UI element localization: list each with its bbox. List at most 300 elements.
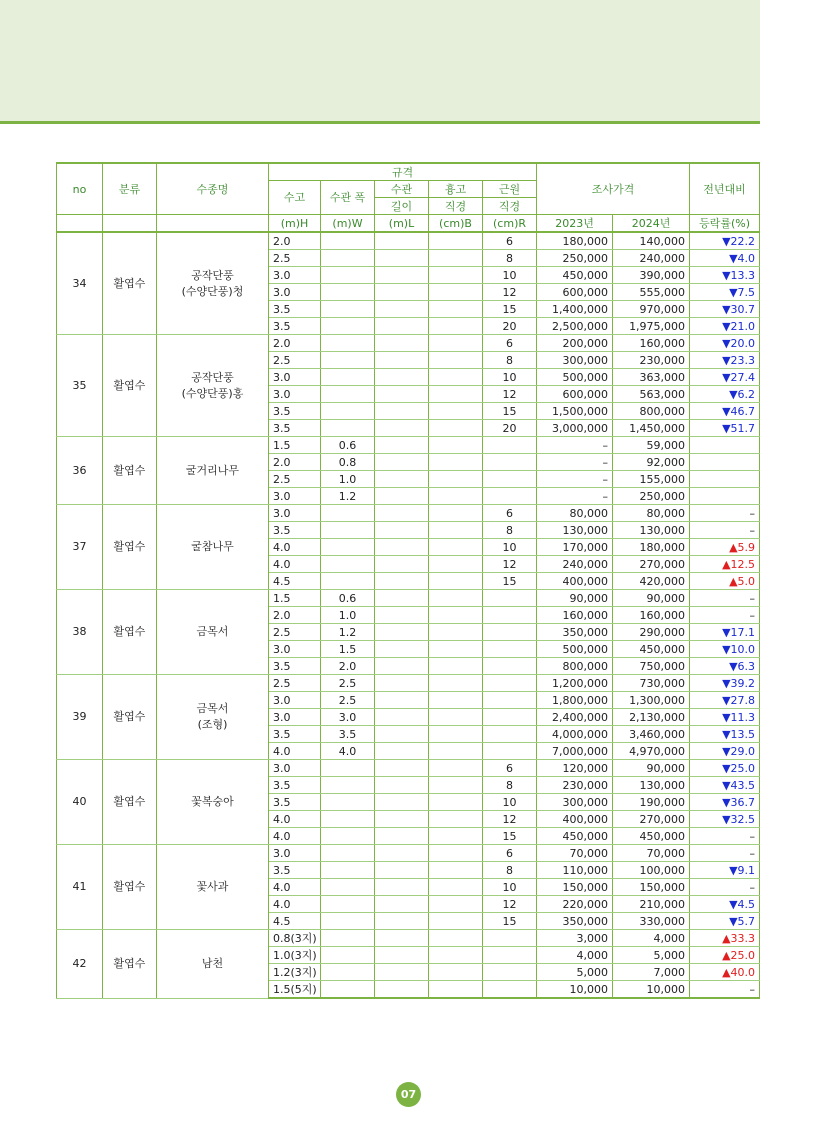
cell-root-diameter: 20 bbox=[483, 420, 537, 437]
cell-price-2024: 1,300,000 bbox=[613, 692, 690, 709]
cell-crown-width bbox=[321, 318, 375, 335]
cell-change-rate: ▼36.7 bbox=[690, 794, 760, 811]
cell-price-2024: 2,130,000 bbox=[613, 709, 690, 726]
cell-crown-length bbox=[375, 301, 429, 318]
cell-change-rate: ▼25.0 bbox=[690, 760, 760, 777]
cell-breast-diameter bbox=[429, 692, 483, 709]
cell-price-2023: 3,000 bbox=[537, 930, 613, 947]
cell-crown-width bbox=[321, 862, 375, 879]
cell-root-diameter: 8 bbox=[483, 352, 537, 369]
cell-price-2023: 250,000 bbox=[537, 250, 613, 267]
cell-crown-length bbox=[375, 624, 429, 641]
unit-blank bbox=[157, 215, 269, 233]
cell-breast-diameter bbox=[429, 913, 483, 930]
cell-breast-diameter bbox=[429, 301, 483, 318]
cell-breast-diameter bbox=[429, 675, 483, 692]
cell-height: 2.5 bbox=[269, 250, 321, 267]
cell-crown-width bbox=[321, 556, 375, 573]
cell-breast-diameter bbox=[429, 862, 483, 879]
cell-root-diameter bbox=[483, 692, 537, 709]
row-no: 42 bbox=[57, 930, 103, 999]
cell-root-diameter bbox=[483, 590, 537, 607]
cell-height: 4.0 bbox=[269, 896, 321, 913]
cell-crown-width bbox=[321, 284, 375, 301]
cell-change-rate: ▼27.8 bbox=[690, 692, 760, 709]
cell-price-2023: 70,000 bbox=[537, 845, 613, 862]
cell-height: 4.5 bbox=[269, 573, 321, 590]
cell-breast-diameter bbox=[429, 794, 483, 811]
cell-breast-diameter bbox=[429, 539, 483, 556]
cell-crown-width bbox=[321, 420, 375, 437]
cell-height: 1.0(3지) bbox=[269, 947, 321, 964]
cell-height: 3.5 bbox=[269, 777, 321, 794]
cell-crown-length bbox=[375, 335, 429, 352]
cell-breast-diameter bbox=[429, 947, 483, 964]
cell-breast-diameter bbox=[429, 318, 483, 335]
cell-crown-width bbox=[321, 386, 375, 403]
cell-change-rate: ▼6.2 bbox=[690, 386, 760, 403]
cell-crown-length bbox=[375, 590, 429, 607]
cell-price-2023: 450,000 bbox=[537, 267, 613, 284]
row-species-name: 남천 bbox=[157, 930, 269, 999]
cell-crown-length bbox=[375, 250, 429, 267]
cell-breast-diameter bbox=[429, 607, 483, 624]
cell-price-2023: 110,000 bbox=[537, 862, 613, 879]
cell-change-rate: ▲5.0 bbox=[690, 573, 760, 590]
cell-crown-length bbox=[375, 267, 429, 284]
cell-price-2024: 230,000 bbox=[613, 352, 690, 369]
col-header-crown-width: 수관 폭 bbox=[321, 181, 375, 215]
cell-breast-diameter bbox=[429, 471, 483, 488]
row-category: 활엽수 bbox=[103, 437, 157, 505]
cell-crown-length bbox=[375, 862, 429, 879]
cell-breast-diameter bbox=[429, 505, 483, 522]
cell-root-diameter: 8 bbox=[483, 522, 537, 539]
cell-crown-length bbox=[375, 947, 429, 964]
cell-change-rate bbox=[690, 454, 760, 471]
cell-height: 1.2(3지) bbox=[269, 964, 321, 981]
unit-width: (m)W bbox=[321, 215, 375, 233]
cell-breast-diameter bbox=[429, 267, 483, 284]
col-header-root: 근원 bbox=[483, 181, 537, 198]
col-header-yoy: 전년대비 bbox=[690, 163, 760, 215]
cell-crown-length bbox=[375, 539, 429, 556]
cell-price-2024: 240,000 bbox=[613, 250, 690, 267]
cell-price-2024: 330,000 bbox=[613, 913, 690, 930]
cell-root-diameter: 10 bbox=[483, 267, 537, 284]
cell-crown-width bbox=[321, 522, 375, 539]
cell-crown-width: 1.2 bbox=[321, 488, 375, 505]
cell-breast-diameter bbox=[429, 964, 483, 981]
cell-price-2023: 350,000 bbox=[537, 624, 613, 641]
cell-price-2024: 4,970,000 bbox=[613, 743, 690, 760]
cell-price-2023: 220,000 bbox=[537, 896, 613, 913]
cell-root-diameter bbox=[483, 488, 537, 505]
cell-breast-diameter bbox=[429, 522, 483, 539]
unit-height: (m)H bbox=[269, 215, 321, 233]
cell-root-diameter: 15 bbox=[483, 573, 537, 590]
cell-crown-length bbox=[375, 232, 429, 250]
cell-price-2023: 3,000,000 bbox=[537, 420, 613, 437]
cell-breast-diameter bbox=[429, 369, 483, 386]
cell-crown-length bbox=[375, 556, 429, 573]
cell-change-rate: ▼46.7 bbox=[690, 403, 760, 420]
cell-price-2023: 4,000,000 bbox=[537, 726, 613, 743]
cell-change-rate: ▼5.7 bbox=[690, 913, 760, 930]
header-band bbox=[0, 0, 760, 124]
cell-root-diameter bbox=[483, 641, 537, 658]
row-species-name: 꽃사과 bbox=[157, 845, 269, 930]
cell-breast-diameter bbox=[429, 590, 483, 607]
col-header-root-2: 직경 bbox=[483, 198, 537, 215]
cell-root-diameter: 6 bbox=[483, 335, 537, 352]
cell-change-rate: ▼10.0 bbox=[690, 641, 760, 658]
cell-height: 3.5 bbox=[269, 794, 321, 811]
cell-height: 2.0 bbox=[269, 454, 321, 471]
cell-height: 3.0 bbox=[269, 505, 321, 522]
cell-root-diameter: 6 bbox=[483, 232, 537, 250]
cell-breast-diameter bbox=[429, 743, 483, 760]
cell-change-rate: ▲5.9 bbox=[690, 539, 760, 556]
cell-crown-length bbox=[375, 284, 429, 301]
cell-price-2024: 155,000 bbox=[613, 471, 690, 488]
cell-root-diameter: 15 bbox=[483, 403, 537, 420]
cell-change-rate: ▼29.0 bbox=[690, 743, 760, 760]
cell-crown-length bbox=[375, 930, 429, 947]
cell-price-2024: 730,000 bbox=[613, 675, 690, 692]
cell-price-2023: 450,000 bbox=[537, 828, 613, 845]
cell-breast-diameter bbox=[429, 828, 483, 845]
cell-crown-width bbox=[321, 913, 375, 930]
row-no: 35 bbox=[57, 335, 103, 437]
cell-crown-width bbox=[321, 845, 375, 862]
cell-breast-diameter bbox=[429, 811, 483, 828]
cell-price-2023: 230,000 bbox=[537, 777, 613, 794]
cell-height: 2.0 bbox=[269, 232, 321, 250]
cell-crown-length bbox=[375, 488, 429, 505]
cell-price-2024: 90,000 bbox=[613, 590, 690, 607]
cell-change-rate: – bbox=[690, 981, 760, 999]
cell-crown-length bbox=[375, 913, 429, 930]
cell-price-2023: 5,000 bbox=[537, 964, 613, 981]
cell-height: 3.0 bbox=[269, 284, 321, 301]
cell-change-rate: ▼4.5 bbox=[690, 896, 760, 913]
row-category: 활엽수 bbox=[103, 760, 157, 845]
cell-root-diameter: 6 bbox=[483, 505, 537, 522]
cell-price-2023: – bbox=[537, 488, 613, 505]
cell-change-rate: ▼9.1 bbox=[690, 862, 760, 879]
cell-price-2023: 4,000 bbox=[537, 947, 613, 964]
cell-height: 4.0 bbox=[269, 811, 321, 828]
row-species-name: 공작단풍 (수양단풍)홍 bbox=[157, 335, 269, 437]
cell-price-2024: 190,000 bbox=[613, 794, 690, 811]
cell-change-rate: ▼7.5 bbox=[690, 284, 760, 301]
cell-price-2024: 100,000 bbox=[613, 862, 690, 879]
row-species-name: 금목서 (조형) bbox=[157, 675, 269, 760]
cell-crown-width: 2.5 bbox=[321, 675, 375, 692]
row-category: 활엽수 bbox=[103, 232, 157, 335]
cell-price-2024: 363,000 bbox=[613, 369, 690, 386]
cell-change-rate: – bbox=[690, 505, 760, 522]
cell-root-diameter bbox=[483, 675, 537, 692]
row-category: 활엽수 bbox=[103, 675, 157, 760]
col-header-spec: 규격 bbox=[269, 163, 537, 181]
cell-crown-length bbox=[375, 726, 429, 743]
cell-breast-diameter bbox=[429, 760, 483, 777]
cell-breast-diameter bbox=[429, 488, 483, 505]
table-row bbox=[57, 437, 760, 454]
cell-change-rate: ▲33.3 bbox=[690, 930, 760, 947]
row-no: 41 bbox=[57, 845, 103, 930]
cell-height: 3.5 bbox=[269, 301, 321, 318]
cell-price-2023: 800,000 bbox=[537, 658, 613, 675]
cell-height: 3.0 bbox=[269, 641, 321, 658]
cell-root-diameter: 12 bbox=[483, 896, 537, 913]
cell-price-2024: 450,000 bbox=[613, 828, 690, 845]
cell-root-diameter: 12 bbox=[483, 811, 537, 828]
col-header-height: 수고 bbox=[269, 181, 321, 215]
cell-crown-length bbox=[375, 454, 429, 471]
cell-height: 3.5 bbox=[269, 522, 321, 539]
unit-blank bbox=[103, 215, 157, 233]
cell-root-diameter: 8 bbox=[483, 777, 537, 794]
col-header-species: 수종명 bbox=[157, 163, 269, 215]
cell-change-rate: ▼27.4 bbox=[690, 369, 760, 386]
cell-crown-width: 4.0 bbox=[321, 743, 375, 760]
cell-height: 2.5 bbox=[269, 624, 321, 641]
cell-height: 3.0 bbox=[269, 760, 321, 777]
cell-crown-length bbox=[375, 369, 429, 386]
cell-root-diameter: 10 bbox=[483, 794, 537, 811]
cell-price-2023: 7,000,000 bbox=[537, 743, 613, 760]
cell-root-diameter: 6 bbox=[483, 760, 537, 777]
cell-price-2024: 90,000 bbox=[613, 760, 690, 777]
cell-height: 3.5 bbox=[269, 403, 321, 420]
table-row bbox=[57, 335, 760, 352]
cell-crown-width bbox=[321, 930, 375, 947]
cell-crown-width bbox=[321, 811, 375, 828]
cell-change-rate: ▲25.0 bbox=[690, 947, 760, 964]
row-no: 37 bbox=[57, 505, 103, 590]
cell-price-2024: 210,000 bbox=[613, 896, 690, 913]
cell-change-rate: ▼6.3 bbox=[690, 658, 760, 675]
cell-crown-width: 2.5 bbox=[321, 692, 375, 709]
cell-height: 3.0 bbox=[269, 692, 321, 709]
cell-price-2024: 250,000 bbox=[613, 488, 690, 505]
cell-crown-length bbox=[375, 896, 429, 913]
row-species-name: 금목서 bbox=[157, 590, 269, 675]
cell-height: 3.5 bbox=[269, 862, 321, 879]
cell-crown-width bbox=[321, 794, 375, 811]
cell-height: 3.0 bbox=[269, 709, 321, 726]
cell-root-diameter bbox=[483, 454, 537, 471]
cell-root-diameter: 12 bbox=[483, 284, 537, 301]
cell-price-2024: 970,000 bbox=[613, 301, 690, 318]
cell-height: 3.5 bbox=[269, 726, 321, 743]
cell-height: 4.0 bbox=[269, 743, 321, 760]
cell-crown-width bbox=[321, 267, 375, 284]
price-table bbox=[56, 162, 760, 999]
cell-change-rate bbox=[690, 437, 760, 454]
cell-root-diameter: 10 bbox=[483, 369, 537, 386]
cell-height: 4.0 bbox=[269, 556, 321, 573]
cell-price-2023: 500,000 bbox=[537, 641, 613, 658]
row-species-name: 공작단풍 (수양단풍)청 bbox=[157, 232, 269, 335]
cell-crown-length bbox=[375, 811, 429, 828]
cell-crown-length bbox=[375, 607, 429, 624]
cell-price-2024: 10,000 bbox=[613, 981, 690, 999]
cell-breast-diameter bbox=[429, 641, 483, 658]
cell-crown-length bbox=[375, 777, 429, 794]
cell-root-diameter: 10 bbox=[483, 539, 537, 556]
cell-price-2023: 1,400,000 bbox=[537, 301, 613, 318]
row-category: 활엽수 bbox=[103, 930, 157, 999]
cell-crown-length bbox=[375, 386, 429, 403]
col-header-breast: 흉고 bbox=[429, 181, 483, 198]
cell-change-rate: ▲40.0 bbox=[690, 964, 760, 981]
cell-price-2023: 170,000 bbox=[537, 539, 613, 556]
cell-price-2024: 160,000 bbox=[613, 335, 690, 352]
cell-price-2024: 92,000 bbox=[613, 454, 690, 471]
cell-crown-width bbox=[321, 964, 375, 981]
cell-root-diameter bbox=[483, 930, 537, 947]
cell-crown-width bbox=[321, 760, 375, 777]
table-row bbox=[57, 930, 760, 947]
row-no: 39 bbox=[57, 675, 103, 760]
cell-root-diameter bbox=[483, 471, 537, 488]
cell-price-2024: 1,975,000 bbox=[613, 318, 690, 335]
cell-crown-width bbox=[321, 828, 375, 845]
cell-breast-diameter bbox=[429, 658, 483, 675]
cell-height: 2.5 bbox=[269, 675, 321, 692]
page-number: 07 bbox=[396, 1082, 421, 1107]
cell-breast-diameter bbox=[429, 284, 483, 301]
cell-breast-diameter bbox=[429, 232, 483, 250]
table-row bbox=[57, 505, 760, 522]
cell-price-2024: 5,000 bbox=[613, 947, 690, 964]
cell-price-2024: 420,000 bbox=[613, 573, 690, 590]
cell-change-rate bbox=[690, 488, 760, 505]
cell-change-rate: – bbox=[690, 828, 760, 845]
cell-price-2023: 150,000 bbox=[537, 879, 613, 896]
cell-price-2024: 7,000 bbox=[613, 964, 690, 981]
cell-change-rate bbox=[690, 471, 760, 488]
cell-change-rate: ▼13.3 bbox=[690, 267, 760, 284]
cell-price-2023: 1,500,000 bbox=[537, 403, 613, 420]
cell-crown-width bbox=[321, 777, 375, 794]
col-header-category: 분류 bbox=[103, 163, 157, 215]
row-no: 40 bbox=[57, 760, 103, 845]
table-row bbox=[57, 675, 760, 692]
cell-change-rate: ▼22.2 bbox=[690, 232, 760, 250]
cell-crown-width bbox=[321, 352, 375, 369]
cell-crown-length bbox=[375, 420, 429, 437]
cell-height: 2.5 bbox=[269, 352, 321, 369]
cell-price-2024: 390,000 bbox=[613, 267, 690, 284]
unit-length: (m)L bbox=[375, 215, 429, 233]
cell-root-diameter: 8 bbox=[483, 250, 537, 267]
cell-price-2023: 200,000 bbox=[537, 335, 613, 352]
unit-root: (cm)R bbox=[483, 215, 537, 233]
cell-change-rate: ▼21.0 bbox=[690, 318, 760, 335]
cell-crown-width: 0.6 bbox=[321, 437, 375, 454]
cell-change-rate: ▼13.5 bbox=[690, 726, 760, 743]
cell-breast-diameter bbox=[429, 420, 483, 437]
cell-height: 3.5 bbox=[269, 658, 321, 675]
unit-blank bbox=[57, 215, 103, 233]
cell-breast-diameter bbox=[429, 335, 483, 352]
row-category: 활엽수 bbox=[103, 505, 157, 590]
cell-height: 3.0 bbox=[269, 386, 321, 403]
cell-crown-length bbox=[375, 760, 429, 777]
cell-root-diameter bbox=[483, 437, 537, 454]
cell-root-diameter: 10 bbox=[483, 879, 537, 896]
cell-breast-diameter bbox=[429, 573, 483, 590]
row-no: 36 bbox=[57, 437, 103, 505]
col-header-crown-length-2: 길이 bbox=[375, 198, 429, 215]
cell-change-rate: ▲12.5 bbox=[690, 556, 760, 573]
cell-crown-width: 1.0 bbox=[321, 607, 375, 624]
cell-height: 3.0 bbox=[269, 845, 321, 862]
cell-crown-length bbox=[375, 675, 429, 692]
cell-price-2023: 10,000 bbox=[537, 981, 613, 999]
cell-crown-width bbox=[321, 505, 375, 522]
cell-root-diameter: 15 bbox=[483, 828, 537, 845]
cell-crown-length bbox=[375, 318, 429, 335]
cell-price-2023: 2,500,000 bbox=[537, 318, 613, 335]
cell-price-2023: 80,000 bbox=[537, 505, 613, 522]
cell-breast-diameter bbox=[429, 879, 483, 896]
cell-price-2023: 600,000 bbox=[537, 284, 613, 301]
cell-price-2024: 555,000 bbox=[613, 284, 690, 301]
cell-price-2023: – bbox=[537, 454, 613, 471]
cell-crown-length bbox=[375, 658, 429, 675]
cell-crown-width bbox=[321, 250, 375, 267]
cell-crown-length bbox=[375, 471, 429, 488]
cell-change-rate: – bbox=[690, 590, 760, 607]
cell-height: 2.0 bbox=[269, 607, 321, 624]
cell-root-diameter: 12 bbox=[483, 386, 537, 403]
cell-breast-diameter bbox=[429, 454, 483, 471]
cell-root-diameter: 12 bbox=[483, 556, 537, 573]
cell-change-rate: ▼11.3 bbox=[690, 709, 760, 726]
cell-crown-length bbox=[375, 641, 429, 658]
cell-crown-width: 1.5 bbox=[321, 641, 375, 658]
cell-root-diameter bbox=[483, 709, 537, 726]
row-species-name: 굴참나무 bbox=[157, 505, 269, 590]
cell-height: 3.0 bbox=[269, 267, 321, 284]
col-header-no: no bbox=[57, 163, 103, 215]
cell-price-2023: 90,000 bbox=[537, 590, 613, 607]
table-row bbox=[57, 232, 760, 250]
cell-height: 2.5 bbox=[269, 471, 321, 488]
cell-change-rate: ▼51.7 bbox=[690, 420, 760, 437]
col-header-crown-length: 수관 bbox=[375, 181, 429, 198]
cell-price-2024: 563,000 bbox=[613, 386, 690, 403]
cell-change-rate: ▼4.0 bbox=[690, 250, 760, 267]
cell-crown-length bbox=[375, 573, 429, 590]
cell-root-diameter bbox=[483, 981, 537, 999]
row-species-name: 꽃복숭아 bbox=[157, 760, 269, 845]
cell-price-2024: 800,000 bbox=[613, 403, 690, 420]
cell-change-rate: ▼43.5 bbox=[690, 777, 760, 794]
cell-price-2023: 600,000 bbox=[537, 386, 613, 403]
cell-change-rate: – bbox=[690, 845, 760, 862]
cell-price-2024: 59,000 bbox=[613, 437, 690, 454]
cell-height: 1.5(5지) bbox=[269, 981, 321, 999]
cell-root-diameter bbox=[483, 964, 537, 981]
cell-crown-length bbox=[375, 352, 429, 369]
